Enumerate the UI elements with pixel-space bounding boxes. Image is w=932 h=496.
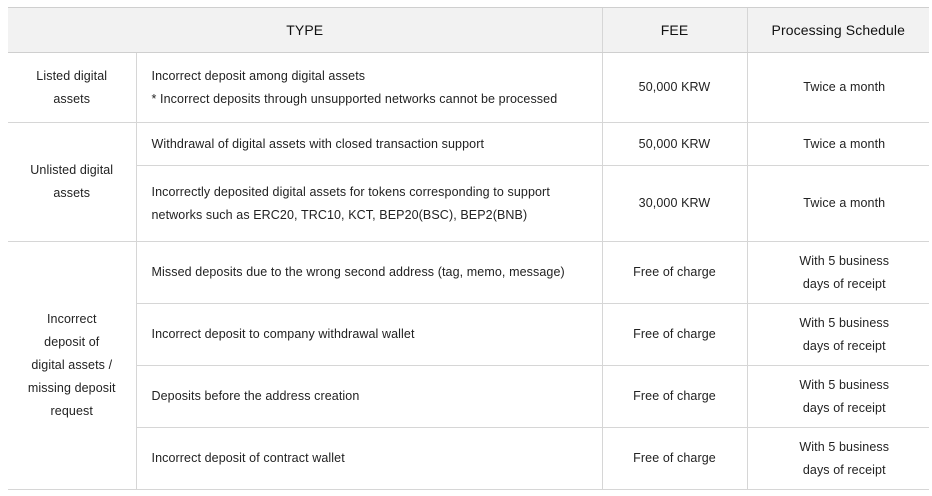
schedule-line: With 5 business <box>799 315 890 330</box>
category-cell-unlisted <box>8 123 136 242</box>
processing-schedule <box>747 366 929 428</box>
description-line: Incorrect deposit to company withdrawal wallet <box>151 327 415 341</box>
category-line: assets <box>53 186 91 200</box>
fee-value: Free of charge <box>602 242 747 304</box>
fee-column-header: FEE <box>602 8 747 53</box>
schedule-line: Twice a month <box>803 136 886 151</box>
description-note: * Incorrect deposits through unsupported networks cannot be processed <box>151 91 558 106</box>
schedule-line: days of receipt <box>802 400 886 415</box>
schedule-column-header: Processing Schedule <box>747 8 929 53</box>
schedule-line: days of receipt <box>802 462 886 477</box>
type-description <box>136 123 602 166</box>
fee-value: 30,000 KRW <box>602 166 747 242</box>
category-line: assets <box>53 91 91 106</box>
schedule-line: With 5 business <box>799 253 890 268</box>
type-description <box>136 366 602 428</box>
processing-schedule <box>747 123 929 166</box>
category-line: request <box>50 404 93 418</box>
processing-schedule <box>747 304 929 366</box>
category-line: digital assets / <box>31 358 113 372</box>
processing-schedule <box>747 166 929 242</box>
schedule-line: Twice a month <box>803 80 886 94</box>
processing-schedule <box>747 53 929 123</box>
table-row <box>8 304 929 366</box>
type-description <box>136 428 602 490</box>
schedule-line: days of receipt <box>802 338 886 353</box>
table-row <box>8 366 929 428</box>
description-line: Withdrawal of digital assets with closed transaction support <box>151 136 485 151</box>
category-line: deposit of <box>44 335 100 349</box>
category-line: Incorrect <box>46 312 97 326</box>
type-description <box>136 242 602 304</box>
type-description <box>136 304 602 366</box>
fee-value: Free of charge <box>602 428 747 490</box>
fee-value: 50,000 KRW <box>602 123 747 166</box>
table-row <box>8 166 929 242</box>
description-line: Incorrectly deposited digital assets for tokens corresponding to support <box>151 184 550 199</box>
fee-table <box>8 7 929 490</box>
type-column-header: TYPE <box>8 8 602 53</box>
type-description <box>136 53 602 123</box>
description-line: Incorrect deposit of contract wallet <box>151 451 345 465</box>
schedule-line: days of receipt <box>802 276 886 291</box>
category-cell-incorrect-deposit <box>8 242 136 490</box>
category-line: Listed digital <box>36 68 108 83</box>
category-line: Unlisted digital <box>30 163 114 177</box>
table-header-row <box>8 8 929 53</box>
table-row <box>8 53 929 123</box>
fee-value: 50,000 KRW <box>602 53 747 123</box>
type-description <box>136 166 602 242</box>
category-line: missing deposit <box>27 381 116 395</box>
processing-schedule <box>747 428 929 490</box>
description-line: Deposits before the address creation <box>151 389 360 403</box>
description-line: Incorrect deposit among digital assets <box>151 68 366 83</box>
table-row <box>8 242 929 304</box>
processing-schedule <box>747 242 929 304</box>
description-line: networks such as ERC20, TRC10, KCT, BEP20(BSC), BEP2(BNB) <box>151 207 528 222</box>
fee-value: Free of charge <box>602 304 747 366</box>
category-cell-listed <box>8 53 136 123</box>
fee-value: Free of charge <box>602 366 747 428</box>
table-row <box>8 123 929 166</box>
schedule-line: With 5 business <box>799 377 890 392</box>
table-row <box>8 428 929 490</box>
description-line: Missed deposits due to the wrong second address (tag, memo, message) <box>151 265 565 279</box>
schedule-line: With 5 business <box>799 439 890 454</box>
schedule-line: Twice a month <box>803 196 886 210</box>
